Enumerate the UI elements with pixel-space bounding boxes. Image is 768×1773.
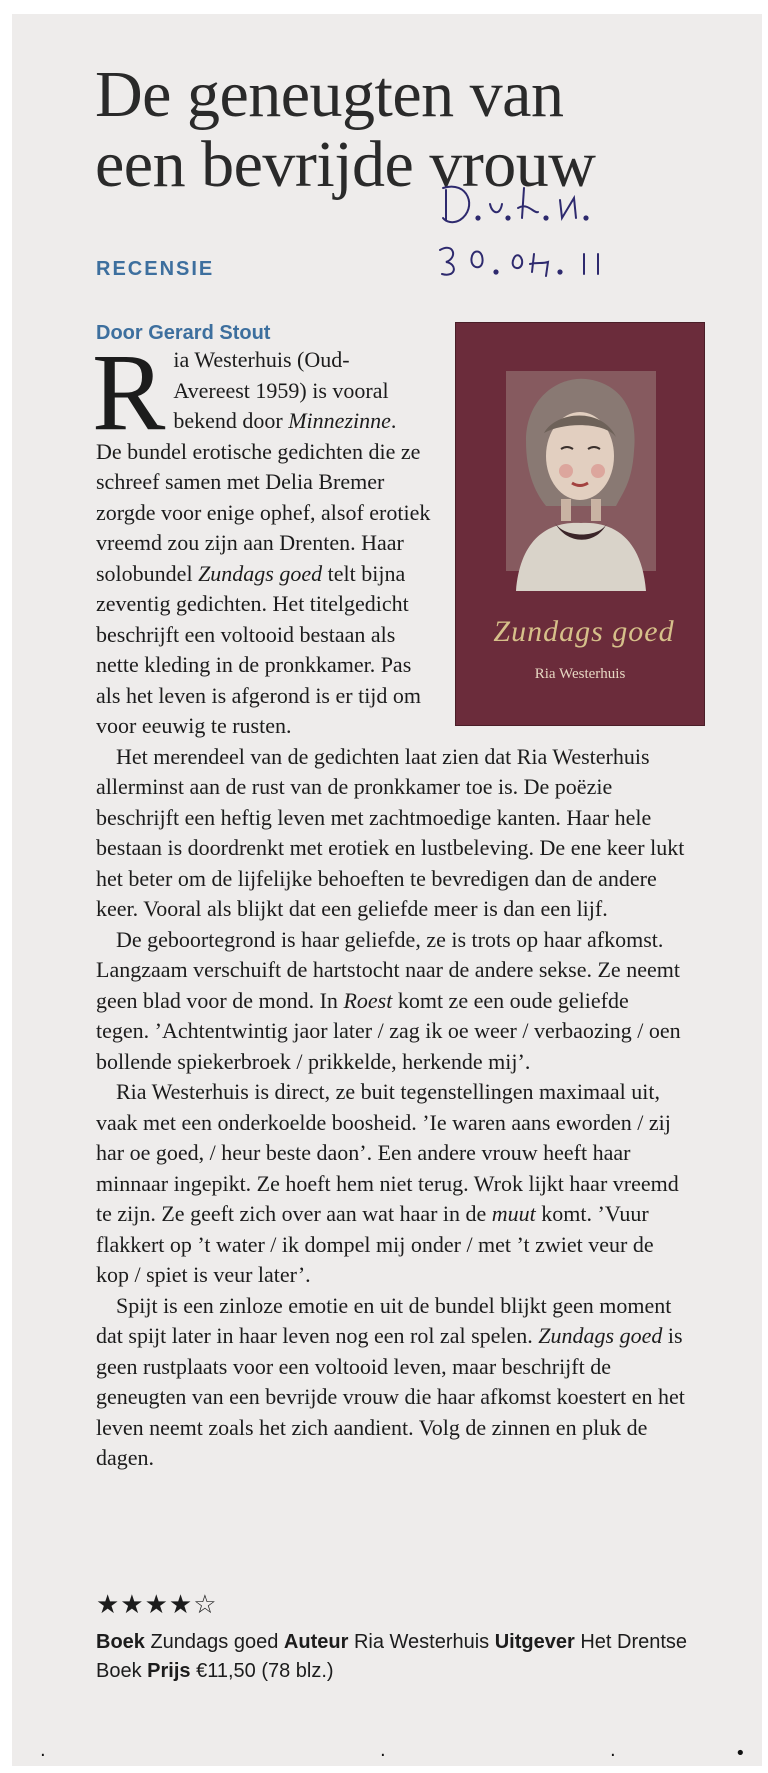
publisher-label: Uitgever	[494, 1631, 575, 1653]
book-title-zundags-goed-2: Zundags goed	[538, 1323, 663, 1348]
punctuation: .	[390, 408, 397, 433]
title-line-1: De geneugten van	[95, 58, 564, 131]
cover-author: Ria Westerhuis	[534, 666, 626, 682]
paragraph-1-body-end: telt bijna zeventig gedichten. Het titelgedicht beschrijft een voltooid bestaan als nette kleding in de pronkkamer. Pas als het leven is afgerond is er tijd om voor eeuwig te rusten.	[96, 560, 422, 738]
drop-cap: R	[92, 331, 166, 453]
scan-mark: ·	[40, 1745, 46, 1766]
paragraph-3	[96, 925, 686, 1078]
scan-mark: •	[735, 1743, 746, 1764]
paragraph-5	[96, 1291, 686, 1474]
book-title-minnezinne: Minnezinne	[288, 408, 391, 433]
full-width-paragraphs	[96, 742, 686, 1474]
paragraph-1-line-1: ia Westerhuis (Oud-	[173, 347, 350, 372]
paragraph-5-text: Spijt is een zinloze emotie en uit de bundel blijkt geen moment dat spijt later in haar leven nog een rol zal spelen.	[96, 1292, 672, 1348]
book-info	[96, 1628, 696, 1686]
book-title-zundags-goed: Zundags goed	[198, 560, 323, 586]
poem-title-roest: Roest	[343, 987, 393, 1013]
price-label: Prijs	[147, 1660, 191, 1682]
paragraph-4-text-end: komt. ’Vuur flakkert op ’t water / ik dompel mij onder / met ’t zwiet veur de kop / spiet is veur later’.	[96, 1201, 654, 1287]
handwritten-date-note	[438, 178, 668, 288]
byline: Door Gerard Stout	[96, 322, 271, 344]
paragraph-1-body: De bundel erotische gedichten die ze schreef samen met Delia Bremer zorgde voor enige ophef, alsof erotiek vreemd zou zijn aan Drenten. Haar solobundel	[96, 438, 431, 586]
paragraph-2: Het merendeel van de gedichten laat zien dat Ria Westerhuis allerminst aan de rust van de pronkkamer toe is. De poëzie beschrijft een heftig leven met zachtmoedige kanten. Haar hele bestaan is doordrenkt met erotiek en lustbeleving. De ene keer lukt het beter om de lijfelijke behoeften te bevredigen dan de andere keer. Vooral als blijkt dat een geliefde meer is dan een lijf.	[96, 743, 685, 921]
scan-mark: ·	[380, 1745, 386, 1766]
paragraph-4-text: Ria Westerhuis is direct, ze buit tegenstellingen maximaal uit, vaak met een onderkoelde boosheid. ’Ie waren aans eworden / zij har oe goed, / heur beste daon’. Een andere vrouw heeft haar minnaar ingepikt. Ze hoeft hem niet terug. Wrok lijkt haar vreemd te zijn. Ze geeft zich over aan wat haar in de	[96, 1079, 679, 1226]
book-label: Boek	[96, 1631, 145, 1653]
star-rating: ★★★★☆	[96, 1590, 218, 1620]
paragraph-4	[96, 1077, 686, 1291]
word-muut: muut	[491, 1201, 536, 1226]
publisher-value: Het Drentse Boek	[96, 1631, 688, 1682]
section-kicker: RECENSIE	[96, 258, 215, 280]
paragraph-1-line-2: Avereest 1959) is vooral	[173, 377, 389, 403]
paragraph-3-text: De geboortegrond is haar geliefde, ze is trots op haar afkomst. Langzaam verschuift de hartstocht naar de andere sekse. Ze neemt geen blad voor de mond. In	[96, 926, 680, 1013]
title-line-2: een bevrijde vrouw	[95, 128, 596, 201]
author-label: Auteur	[283, 1631, 349, 1653]
author-value: Ria Westerhuis	[353, 1631, 490, 1653]
scan-mark: ·	[610, 1745, 616, 1766]
paragraph-1-line-3: bekend door	[173, 408, 289, 433]
book-value: Zundags goed	[150, 1631, 279, 1653]
paragraph-3-text-end: komt ze een oude geliefde tegen. ’Achtentwintig jaor later / zag ik oe weer / verbaozing / oen bollende spiekerbroek / prikkelde, herkende mij’.	[96, 987, 681, 1074]
paragraph-5-text-end: is geen rustplaats voor een voltooid leven, maar beschrijft de geneugten van een bevrijde vrouw die haar afkomst koestert en het leven neemt zoals het zich aandient. Volg de zinnen en pluk de dagen.	[96, 1323, 685, 1470]
cover-title: Zundags goed	[493, 615, 675, 648]
price-value: €11,50 (78 blz.)	[196, 1660, 334, 1682]
